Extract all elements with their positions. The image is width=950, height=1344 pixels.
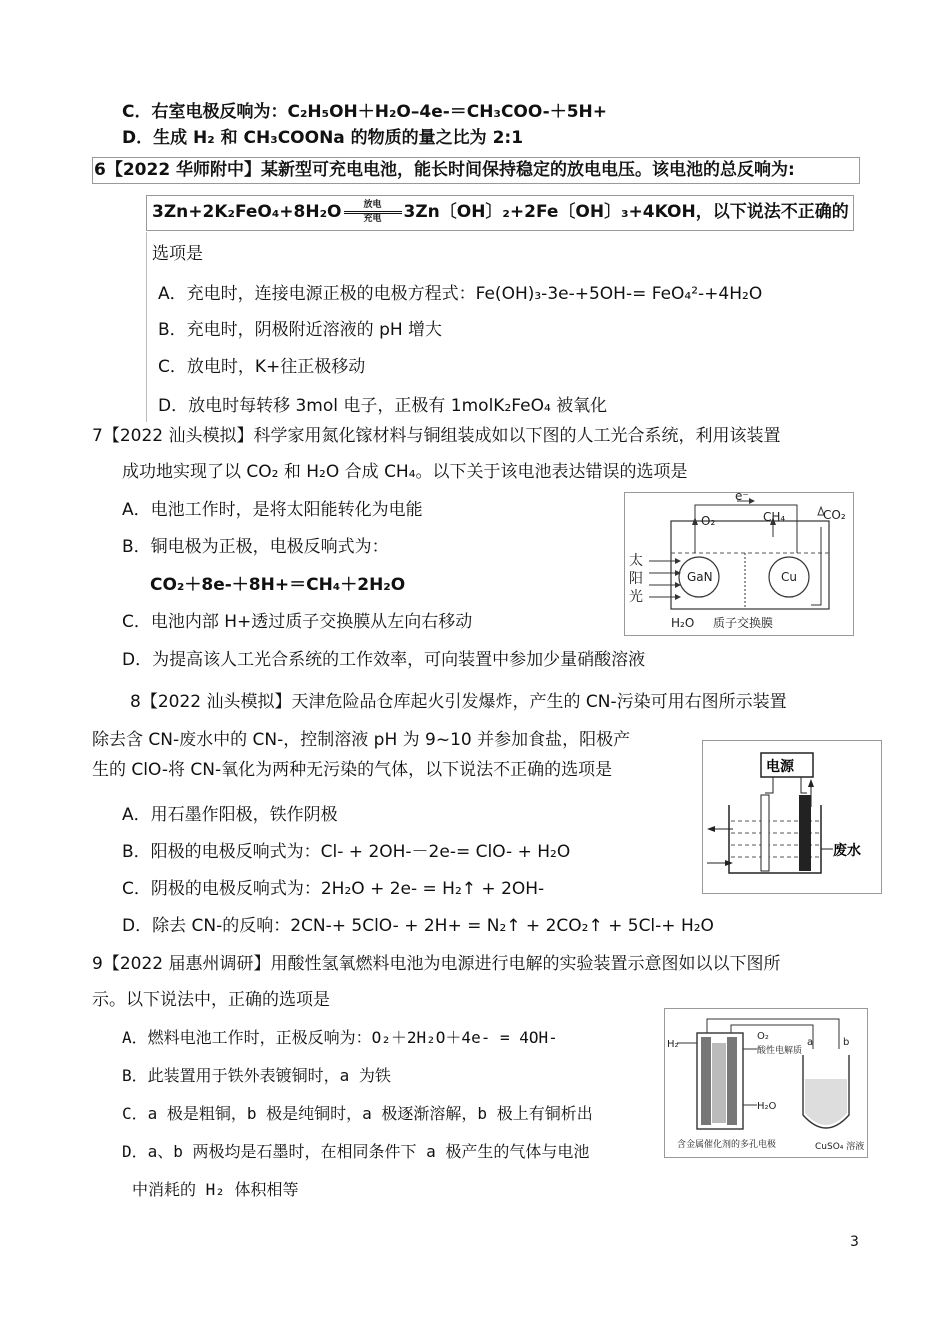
reversible-arrow-icon: 放电 充电 bbox=[344, 201, 402, 224]
q8-option-d: D．除去 CN-的反响：2CN-+ 5ClO- + 2H+ = N₂↑ + 2CO₂↑ + 5Cl-+ H₂O bbox=[122, 916, 714, 936]
q8-option-a: A．用石墨作阳极，铁作阴极 bbox=[122, 805, 338, 825]
q5-option-c: C．右室电极反响为：C₂H₅OH＋H₂O–4e-＝CH₃COO-＋5H+ bbox=[122, 102, 607, 122]
q7-photosynthesis-figure bbox=[624, 492, 854, 636]
q9-option-b: B．此装置用于铁外表镀铜时，a 为铁 bbox=[122, 1066, 391, 1085]
q6-option-d: D．放电时每转移 3mol 电子，正极有 1molK₂FeO₄ 被氧化 bbox=[158, 396, 608, 416]
q7-fig-gan: GaN bbox=[687, 570, 713, 584]
q8-stem-3: 生的 ClO-将 CN-氧化为两种无污染的气体，以下说法不正确的选项是 bbox=[92, 760, 613, 780]
q9-option-d: D．a、b 两极均是石墨时，在相同条件下 a 极产生的气体与电池 bbox=[122, 1142, 590, 1161]
q8-option-b: B．阳极的电极反响式为：Cl- + 2OH-－2e-= ClO- + H₂O bbox=[122, 842, 571, 862]
q6-stem-end: 选项是 bbox=[152, 244, 203, 264]
q6-margin-line bbox=[146, 232, 147, 422]
svg-text:a: a bbox=[807, 1037, 814, 1048]
q8-electrolysis-figure bbox=[702, 740, 882, 894]
q6-eq-right: 3Zn〔OH〕₂+2Fe〔OH〕₃+4KOH，以下说法不正确的 bbox=[403, 202, 849, 222]
q6-option-a: A．充电时，连接电源正极的电极方程式：Fe(OH)₃-3e-+5OH-= FeO₄²-+4H₂O bbox=[158, 284, 763, 304]
svg-text:太: 太 bbox=[629, 553, 643, 569]
q7-option-b-equation: CO₂＋8e-＋8H+＝CH₄＋2H₂O bbox=[150, 575, 406, 595]
q9-option-a: A．燃料电池工作时，正极反响为：O₂＋2H₂O＋4e- = 4OH- bbox=[122, 1028, 558, 1047]
q7-fig-cu: Cu bbox=[781, 570, 797, 584]
page-number: 3 bbox=[850, 1234, 859, 1250]
q8-fig-waste: 废水 bbox=[833, 843, 861, 859]
q9-stem-1: 9【2022 届惠州调研】用酸性氢氧燃料电池为电源进行电解的实验装置示意图如以以下图所 bbox=[92, 954, 781, 974]
q9-stem-2: 示。以下说法中，正确的选项是 bbox=[92, 990, 330, 1010]
q7-stem-1: 7【2022 汕头模拟】科学家用氮化镓材料与铜组装成如以下图的人工光合系统，利用该装置 bbox=[92, 426, 781, 446]
q7-option-c: C．电池内部 H+透过质子交换膜从左向右移动 bbox=[122, 612, 473, 632]
q7-stem-2: 成功地实现了以 CO₂ 和 H₂O 合成 CH₄。以下关于该电池表达错误的选项是 bbox=[122, 462, 688, 482]
q6-stem: 6【2022 华师附中】某新型可充电电池，能长时间保持稳定的放电电压。该电池的总反响为: bbox=[94, 160, 795, 180]
svg-text:b: b bbox=[843, 1037, 850, 1048]
q5-option-d: D．生成 H₂ 和 CH₃COONa 的物质的量之比为 2:1 bbox=[122, 128, 524, 148]
q9-option-c: C．a 极是粗铜，b 极是纯铜时，a 极逐渐溶解，b 极上有铜析出 bbox=[122, 1104, 593, 1123]
q6-eq-left: 3Zn+2K₂FeO₄+8H₂O bbox=[152, 202, 342, 222]
q9-option-d-cont: 中消耗的 H₂ 体积相等 bbox=[132, 1180, 299, 1199]
q7-option-a: A．电池工作时，是将太阳能转化为电能 bbox=[122, 500, 423, 520]
q8-stem-1: 8【2022 汕头模拟】天津危险品仓库起火引发爆炸，产生的 CN-污染可用右图所示装置 bbox=[130, 692, 787, 712]
q9-fuel-cell-figure bbox=[664, 1008, 868, 1158]
svg-text:CuSO₄ 溶液: CuSO₄ 溶液 bbox=[815, 1142, 865, 1152]
svg-text:H₂O: H₂O bbox=[757, 1101, 777, 1112]
q7-fig-membrane: 质子交换膜 bbox=[713, 616, 774, 630]
q7-option-d: D．为提高该人工光合系统的工作效率，可向装置中参加少量硝酸溶液 bbox=[122, 650, 646, 670]
q7-fig-co2: CO₂ bbox=[823, 508, 846, 522]
q8-stem-2: 除去含 CN-废水中的 CN-，控制溶液 pH 为 9~10 并参加食盐，阳极产 bbox=[92, 730, 631, 750]
svg-text:O₂: O₂ bbox=[757, 1031, 769, 1042]
svg-text:光: 光 bbox=[629, 589, 643, 605]
q7-fig-h2o: H₂O bbox=[671, 616, 695, 630]
svg-text:H₂: H₂ bbox=[667, 1039, 679, 1050]
q6-option-c: C．放电时，K+往正极移动 bbox=[158, 357, 366, 377]
q7-fig-electron: e⁻ bbox=[735, 493, 749, 503]
svg-text:含金属催化剂的多孔电极: 含金属催化剂的多孔电极 bbox=[677, 1140, 777, 1150]
q7-fig-ch4: CH₄ bbox=[763, 510, 786, 524]
svg-text:酸性电解质: 酸性电解质 bbox=[757, 1046, 803, 1056]
q6-equation bbox=[152, 200, 849, 224]
q7-fig-o2: O₂ bbox=[701, 514, 716, 528]
q7-option-b: B．铜电极为正极，电极反响式为： bbox=[122, 537, 389, 557]
q6-option-b: B．充电时，阴极附近溶液的 pH 增大 bbox=[158, 320, 443, 340]
q8-fig-power: 电源 bbox=[766, 759, 794, 775]
q8-option-c: C．阴极的电极反响式为：2H₂O + 2e- = H₂↑ + 2OH- bbox=[122, 879, 545, 899]
svg-text:阳: 阳 bbox=[629, 571, 643, 587]
